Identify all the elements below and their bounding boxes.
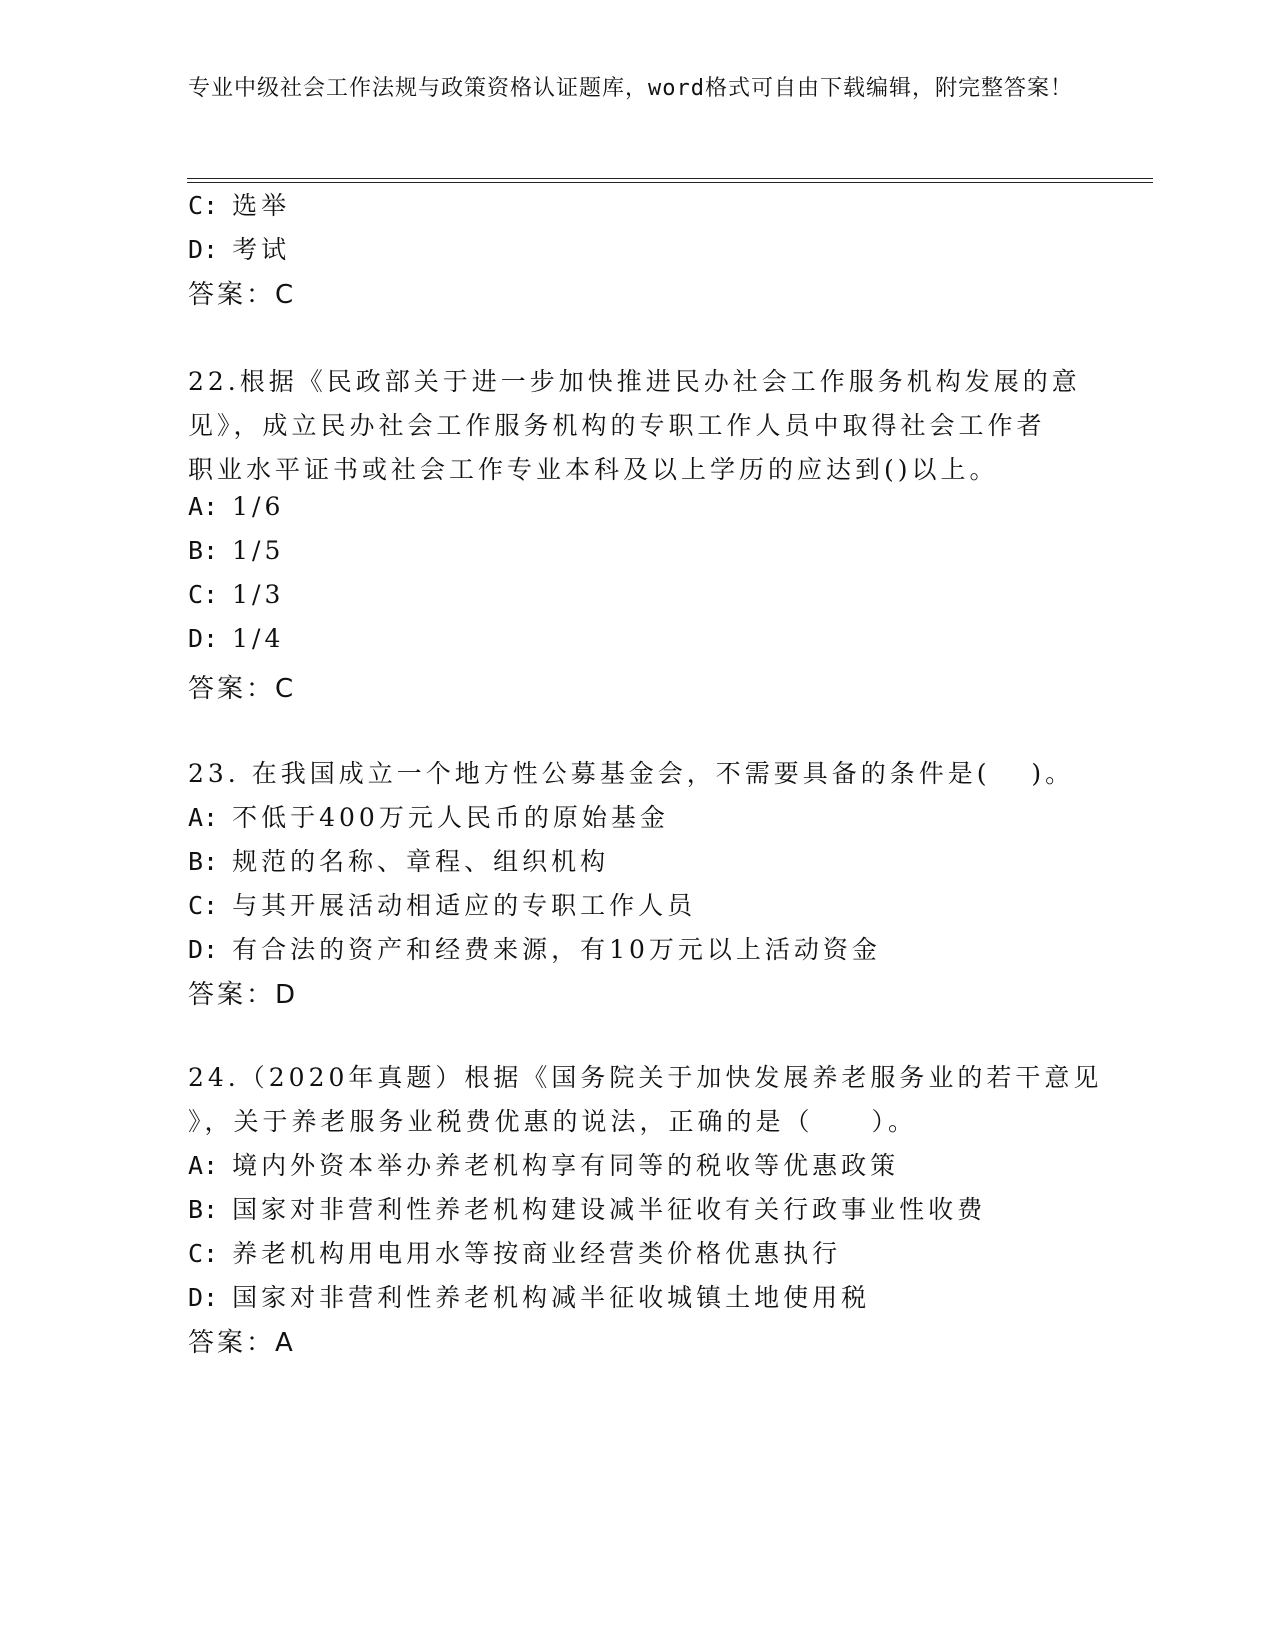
question-24-option-c <box>188 1234 841 1270</box>
question-24-option-d <box>188 1278 870 1314</box>
answer-value: C <box>275 674 295 704</box>
question-24-answer <box>188 1322 294 1359</box>
question-24-stem-line-1: 24.（2020年真题）根据《国务院关于加快发展养老服务业的若干意见 <box>188 1063 1103 1092</box>
option-text: 养老机构用电用水等按商业经营类价格优惠执行 <box>232 1239 842 1268</box>
option-text: 不低于400万元人民币的原始基金 <box>232 803 669 832</box>
answer-value: C <box>275 280 295 310</box>
answer-value: A <box>275 1328 294 1358</box>
option-label: C: <box>188 1239 219 1268</box>
option-text: 与其开展活动相适应的专职工作人员 <box>232 891 697 920</box>
header-rule-top <box>187 178 1153 179</box>
question-24-option-a <box>188 1146 899 1182</box>
option-text: 考试 <box>232 235 291 264</box>
option-text: 1/3 <box>232 580 285 609</box>
option-text: 1/5 <box>232 536 285 565</box>
question-22-option-b <box>188 536 284 565</box>
question-22-stem-line-1: 22.根据《民政部关于进一步加快推进民办社会工作服务机构发展的意 <box>188 367 1081 396</box>
option-text: 境内外资本举办养老机构享有同等的税收等优惠政策 <box>232 1151 900 1180</box>
answer-label: 答案： <box>188 980 276 1010</box>
option-text: 1/6 <box>232 492 285 521</box>
question-23-option-c <box>188 886 696 922</box>
answer-label: 答案： <box>188 1328 276 1358</box>
document-header <box>188 74 1088 104</box>
question-23-answer <box>188 974 296 1011</box>
option-c <box>188 186 290 222</box>
question-24-option-b <box>188 1190 986 1226</box>
option-label: A: <box>188 1151 219 1180</box>
option-label: D: <box>188 624 219 653</box>
option-label: B: <box>188 847 219 876</box>
answer-value: D <box>275 980 297 1010</box>
question-23-stem-line-1: 23. 在我国成立一个地方性公募基金会，不需要具备的条件是( )。 <box>188 759 1075 788</box>
question-22-stem-line-3: 职业水平证书或社会工作专业本科及以上学历的应达到()以上。 <box>188 455 999 484</box>
question-22-stem-line-2: 见》，成立民办社会工作服务机构的专职工作人员中取得社会工作者 <box>188 411 1046 440</box>
question-23-option-d <box>188 930 881 966</box>
option-d <box>188 230 290 266</box>
answer-line <box>188 274 294 311</box>
answer-label: 答案： <box>188 674 276 704</box>
question-22-answer <box>188 668 294 705</box>
question-23-option-b <box>188 842 609 878</box>
question-23-option-a <box>188 798 669 834</box>
option-label: B: <box>188 536 219 565</box>
option-label: C: <box>188 891 219 920</box>
question-22-option-a <box>188 492 284 521</box>
option-label: C: <box>188 191 219 220</box>
question-24-stem-line-2: 》，关于养老服务业税费优惠的说法，正确的是（ ）。 <box>188 1107 918 1136</box>
question-22-option-d <box>188 624 284 653</box>
header-rule-bottom <box>187 182 1153 183</box>
option-text: 选举 <box>232 191 291 220</box>
option-text: 规范的名称、章程、组织机构 <box>232 847 610 876</box>
question-22-option-c <box>188 580 284 609</box>
option-label: B: <box>188 1195 219 1224</box>
option-label: C: <box>188 580 219 609</box>
option-text: 有合法的资产和经费来源，有10万元以上活动资金 <box>232 935 881 964</box>
option-label: D: <box>188 1283 219 1312</box>
answer-label: 答案： <box>188 280 276 310</box>
option-label: D: <box>188 935 219 964</box>
option-label: D: <box>188 235 219 264</box>
option-text: 国家对非营利性养老机构减半征收城镇土地使用税 <box>232 1283 871 1312</box>
option-label: A: <box>188 492 219 521</box>
header-title: 专业中级社会工作法规与政策资格认证题库，word格式可自由下载编辑，附完整答案！ <box>188 76 1073 101</box>
option-text: 1/4 <box>232 624 285 653</box>
option-text: 国家对非营利性养老机构建设减半征收有关行政事业性收费 <box>232 1195 987 1224</box>
option-label: A: <box>188 803 219 832</box>
